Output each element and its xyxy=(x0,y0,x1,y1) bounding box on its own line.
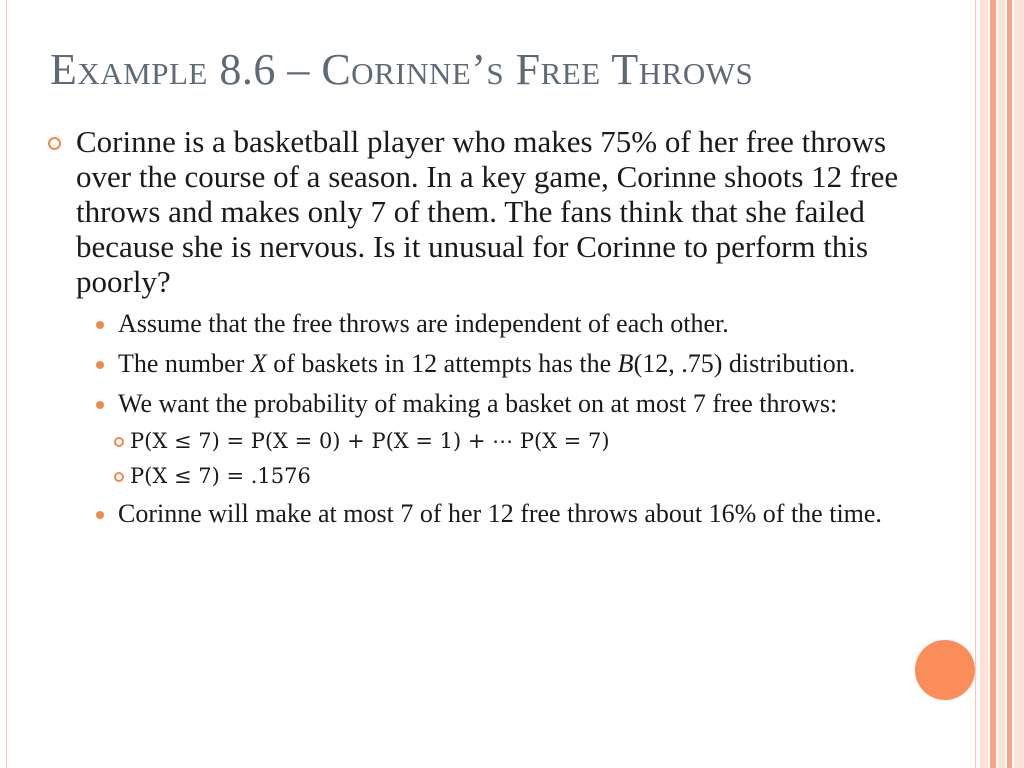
formula-bullet-sum xyxy=(76,428,926,454)
sub-bullet-assume xyxy=(76,309,926,339)
decor-stripe xyxy=(998,0,1005,768)
decor-stripe xyxy=(1007,0,1012,768)
formula-text: P(X ≤ 7) = P(X = 0) + P(X = 1) + ⋯ P(X = 7) xyxy=(130,429,610,453)
sub-bullet-number xyxy=(76,349,926,379)
main-bullet-text: Corinne is a basketball player who makes 75% of her free throws over the course of a season. In a key game, Corinne shoots 12 free throws and makes only 7 of them. The fans think that she failed because she is nervous. Is it unusual for Corinne to perform this poorly? xyxy=(76,124,899,299)
sub-bullet-text: (12, .75) distribution. xyxy=(633,349,856,378)
decor-stripe xyxy=(990,0,996,768)
sub-bullet-text: The number xyxy=(118,349,251,378)
decor-circle xyxy=(915,640,975,700)
bullet-list xyxy=(46,124,926,529)
sub-bullet-list xyxy=(76,309,926,529)
ring-bullet-icon xyxy=(114,472,124,482)
sub-bullet-text: Assume that the free throws are independent of each other. xyxy=(118,309,729,338)
sub-bullet-text: We want the probability of making a basket on at most 7 free throws: xyxy=(118,389,838,418)
sub-bullet-conclusion xyxy=(76,499,926,529)
dot-bullet-icon xyxy=(96,361,104,369)
decor-stripe xyxy=(1014,0,1024,768)
decor-stripe xyxy=(980,0,988,768)
slide-title: Example 8.6 – Corinne’s Free Throws xyxy=(50,45,754,94)
sub-bullet-want xyxy=(76,389,926,419)
slide-body xyxy=(46,124,926,529)
variable-x: X xyxy=(250,349,267,378)
sub-bullet-text: of baskets in 12 attempts has the xyxy=(266,349,618,378)
ring-bullet-icon xyxy=(48,137,61,150)
distribution-b: B xyxy=(617,349,634,378)
dot-bullet-icon xyxy=(96,321,104,329)
ring-bullet-icon xyxy=(114,437,124,447)
dot-bullet-icon xyxy=(96,511,104,519)
formula-text: P(X ≤ 7) = .1576 xyxy=(130,464,311,488)
formula-bullet-result xyxy=(76,463,926,489)
dot-bullet-icon xyxy=(96,401,104,409)
main-bullet xyxy=(46,124,926,529)
sub-bullet-text: Corinne will make at most 7 of her 12 free throws about 16% of the time. xyxy=(118,499,882,528)
